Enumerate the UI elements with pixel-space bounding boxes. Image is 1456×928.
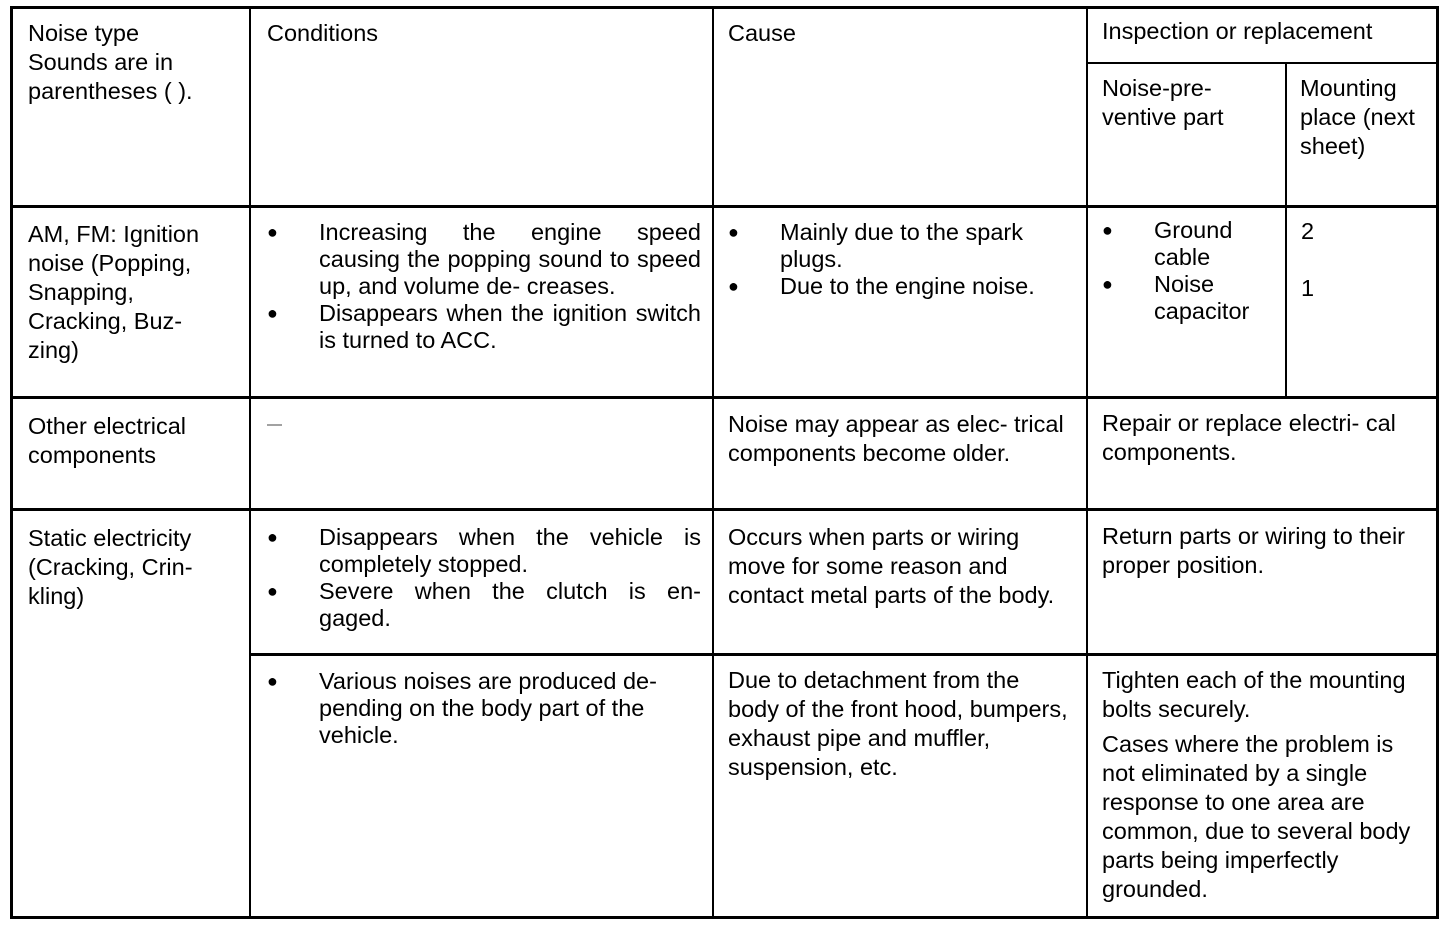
row2-cause: Noise may appear as elec- trical components become older. bbox=[728, 411, 1064, 466]
bullet-icon: ● bbox=[267, 671, 278, 691]
table-border-right bbox=[1436, 6, 1439, 919]
row3-inspection: Return parts or wiring to their proper position. bbox=[1102, 523, 1406, 578]
bullet-icon: ● bbox=[267, 303, 278, 323]
noise-diagnosis-table bbox=[10, 6, 1439, 919]
list-item bbox=[267, 300, 701, 354]
list-item bbox=[728, 273, 1078, 300]
row4-inspection-1: Tighten each of the mounting bolts securely. bbox=[1102, 667, 1406, 722]
row3-noise-type: Static electricity (Cracking, Crin- kling) bbox=[28, 525, 193, 609]
row2-inspection: Repair or replace electri- cal components. bbox=[1102, 410, 1396, 465]
table-border-bottom bbox=[10, 916, 1439, 919]
list-item bbox=[267, 668, 701, 749]
list-item bbox=[1102, 271, 1280, 325]
row1-mounting-1: 2 bbox=[1301, 218, 1315, 244]
list-item bbox=[267, 219, 701, 300]
header-inspection: Inspection or replacement bbox=[1102, 18, 1373, 44]
row1-part-2: Noise capacitor bbox=[1154, 271, 1250, 324]
bullet-icon: ● bbox=[267, 222, 278, 242]
header-noise-type-note: Sounds are in parentheses ( ). bbox=[28, 49, 193, 104]
header-subdivider bbox=[1086, 62, 1439, 64]
row1-conditions bbox=[267, 219, 701, 354]
list-item bbox=[267, 578, 701, 632]
bullet-icon: ● bbox=[728, 222, 739, 242]
bullet-icon: ● bbox=[728, 276, 739, 296]
header-noise-type-label: Noise type bbox=[28, 20, 140, 46]
row2-bottom-rule bbox=[10, 508, 1439, 511]
row1-cause-1: Mainly due to the spark plugs. bbox=[780, 219, 1023, 272]
column-rule-inspection bbox=[1086, 6, 1088, 919]
row1-bottom-rule bbox=[10, 396, 1439, 399]
column-rule-cause bbox=[712, 6, 714, 919]
bullet-icon: ● bbox=[1102, 274, 1113, 294]
table-border-left bbox=[10, 6, 13, 919]
header-bottom-rule bbox=[10, 205, 1439, 208]
column-rule-mounting bbox=[1285, 62, 1287, 399]
row3-condition-1: Disappears when the vehicle is completely stopped. bbox=[319, 524, 701, 577]
row4-conditions bbox=[267, 668, 701, 749]
row1-condition-1: Increasing the engine speed causing the popping sound to speed up, and volume de- creases. bbox=[319, 219, 701, 299]
row1-condition-2: Disappears when the ignition switch is turned to ACC. bbox=[319, 300, 701, 353]
header-noise-preventive-part: Noise-pre- ventive part bbox=[1102, 75, 1224, 130]
row3-condition-2: Severe when the clutch is en- gaged. bbox=[319, 578, 701, 631]
bullet-icon: ● bbox=[1102, 220, 1113, 240]
table-border-top bbox=[10, 6, 1439, 9]
row2-noise-type: Other electrical components bbox=[28, 413, 187, 468]
list-item bbox=[728, 219, 1078, 273]
header-noise-type bbox=[28, 19, 238, 106]
column-rule-conditions bbox=[249, 6, 251, 919]
row1-cause bbox=[728, 219, 1078, 300]
list-item bbox=[1102, 217, 1280, 271]
header-mounting-place: Mounting place (next sheet) bbox=[1300, 75, 1415, 159]
row1-cause-2: Due to the engine noise. bbox=[780, 273, 1035, 299]
bullet-icon: ● bbox=[267, 581, 278, 601]
row1-noise-type: AM, FM: Ignition noise (Popping, Snapping, Cracking, Buz- zing) bbox=[28, 221, 200, 363]
header-cause: Cause bbox=[728, 20, 796, 46]
row1-mounting-2: 1 bbox=[1301, 275, 1315, 301]
row3-cause: Occurs when parts or wiring move for some reason and contact metal parts of the body. bbox=[728, 524, 1055, 608]
list-item bbox=[267, 524, 701, 578]
row4-inspection-2: Cases where the problem is not eliminated by a single response to one area are common, due to several body parts being imperfectly grounded. bbox=[1102, 731, 1411, 902]
header-conditions: Conditions bbox=[267, 20, 379, 46]
row3-bottom-rule bbox=[250, 653, 1439, 656]
row1-part-1: Ground cable bbox=[1154, 217, 1233, 270]
bullet-icon: ● bbox=[267, 527, 278, 547]
row4-condition-1: Various noises are produced de- pending on the body part of the vehicle. bbox=[319, 668, 657, 748]
row1-parts bbox=[1102, 217, 1280, 325]
row2-conditions-dash: — bbox=[267, 416, 282, 433]
row4-cause: Due to detachment from the body of the front hood, bumpers, exhaust pipe and muffler, suspension, etc. bbox=[728, 667, 1068, 780]
row3-conditions bbox=[267, 524, 701, 632]
row4-inspection bbox=[1102, 666, 1427, 904]
